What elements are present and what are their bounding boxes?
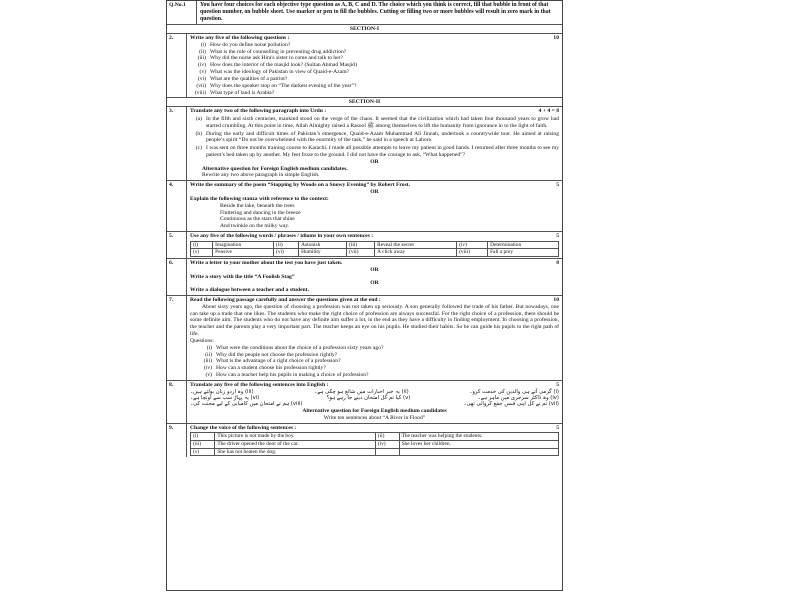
item-text: How can a student choose his profession rightly? bbox=[216, 365, 326, 372]
q6-number: 6. bbox=[167, 259, 187, 295]
q1-number: Q.No.1 bbox=[167, 1, 197, 24]
list-item bbox=[196, 365, 559, 372]
q8-alt-text: Write ten sentences about “A River in Flood” bbox=[323, 414, 426, 421]
cell-text: She has not beaten the dog. bbox=[215, 448, 376, 456]
q9-title: Change the voice of the following sentences : bbox=[190, 424, 297, 431]
q8-body bbox=[187, 381, 562, 423]
sentence-text: وہ اردو زبان بولتے ہیں۔ bbox=[190, 388, 244, 395]
item-number: (iv) bbox=[203, 365, 212, 372]
cell-text: She loves her children. bbox=[399, 440, 558, 448]
q7-body bbox=[187, 296, 562, 380]
cell-text: The teacher was helping the students. bbox=[399, 433, 558, 441]
q6-marks: 8 bbox=[556, 259, 559, 266]
sentence-number: (iii) bbox=[244, 388, 254, 395]
list-item bbox=[190, 69, 559, 76]
item-number: (v) bbox=[199, 69, 206, 76]
sentence-text: وہ ڈاکٹر سرجری میں ماہر ہے۔ bbox=[477, 395, 549, 402]
item-text: What are the qualities of a patriot? bbox=[210, 75, 288, 82]
list-item bbox=[190, 42, 559, 49]
paragraph-label: (b) bbox=[195, 130, 202, 137]
q9-sentence-table bbox=[190, 432, 559, 456]
sentence-number: (viii) bbox=[290, 401, 303, 408]
stanza-line: Fluttering and dancing in the breeze bbox=[220, 209, 301, 216]
q5-number: 5. bbox=[167, 232, 187, 258]
q6-row bbox=[167, 259, 562, 296]
q8-marks: 5 bbox=[556, 381, 559, 388]
cell-number: (vi) bbox=[274, 249, 299, 257]
cell-number: (iv) bbox=[457, 241, 488, 249]
q1-row bbox=[167, 1, 562, 25]
cell-number: (iii) bbox=[191, 440, 215, 448]
paragraph bbox=[190, 145, 559, 159]
q9-body bbox=[187, 424, 562, 458]
section-1-heading: SECTION-I bbox=[167, 25, 562, 34]
paragraph-text: I was sent on three months training course to Karachi. I made all possible attempts to leave my patient in good hands. I returned after three months to see my patient’s bed taken up by another. My feet froze to the ground. I did not have the courage to ask, “What happened”? bbox=[206, 145, 559, 158]
paragraph-label: (c) bbox=[195, 145, 202, 152]
cell-number: (v) bbox=[191, 448, 215, 456]
item-number: (ii) bbox=[205, 351, 212, 358]
q3-body bbox=[187, 107, 562, 180]
paragraph-text: In the fifth and sixth centuries, mankind stood on the verge of the chaos. It seemed that the civilization which had taken four thousand years to grow had started crumbling. At this point in time, Allah Almighty raised a Rasool ﷺ among themselves to lift the humanity from ignorance in to the light of faith. bbox=[206, 115, 559, 129]
sentence-number: (i) bbox=[553, 388, 559, 395]
q3-number: 3. bbox=[167, 107, 187, 180]
q6-or-2: OR bbox=[370, 280, 379, 287]
q3-marks: 4 + 4 = 8 bbox=[538, 108, 559, 115]
exam-paper bbox=[166, 0, 563, 591]
q6-or-1: OR bbox=[370, 266, 379, 273]
item-number: (i) bbox=[200, 41, 206, 48]
q4-or: OR bbox=[370, 189, 379, 196]
q5-body bbox=[187, 232, 562, 258]
item-number: (iii) bbox=[197, 55, 206, 62]
cell-text: This picture is not made by the boy. bbox=[215, 433, 376, 441]
q6-title: Write a letter to your mother about the test you have just taken. bbox=[190, 259, 343, 266]
item-number: (vi) bbox=[197, 75, 206, 82]
sentence-text: یہ پہاڑ سب سے اونچا ہے۔ bbox=[190, 395, 249, 402]
stanza-line: Beside the lake, beneath the trees bbox=[220, 202, 295, 209]
q7-number: 7. bbox=[167, 296, 187, 380]
q6-story: Write a story with the title “A Foolish Stag” bbox=[190, 273, 295, 280]
q3-title: Translate any two of the following paragraph into Urdu : bbox=[190, 108, 327, 115]
cell-text: Imagination bbox=[213, 241, 274, 249]
list-item bbox=[190, 76, 559, 83]
sentence-number: (v) bbox=[403, 395, 411, 402]
cell-number: (i) bbox=[191, 433, 215, 441]
q2-title: Write any five of the following questions : bbox=[190, 35, 290, 41]
paragraph bbox=[190, 116, 559, 130]
paragraph-text: During the early and difficult times of Pakistan’s emergence, Quaid-e-Azam Muhammad Ali Jinnah, undertook a countrywide tour. He aimed at raising people’s spirit “Do not be overwhelmed with the enormity of the task,” he said in a speech at Lahore. bbox=[206, 130, 559, 144]
item-text: What is the advantage of a right choice of a profession? bbox=[216, 358, 341, 365]
sentence-text: تم نے کل اپنی فیس جمع کروائی تھی۔ bbox=[463, 401, 548, 408]
q7-title: Read the following passage carefully and answer the questions given at the end : bbox=[190, 297, 381, 303]
q8-row bbox=[167, 381, 562, 424]
q6-body bbox=[187, 259, 562, 295]
q8-number: 8. bbox=[167, 381, 187, 423]
cell-number: (iv) bbox=[375, 440, 399, 448]
q7-row bbox=[167, 296, 562, 381]
q2-marks: 10 bbox=[553, 35, 559, 41]
cell-number: (v) bbox=[191, 249, 213, 257]
cell-text: Fall a prey bbox=[488, 249, 559, 257]
item-text: Why did the nurse ask Hira's sister to come and talk to her? bbox=[210, 55, 344, 62]
q2-body bbox=[187, 34, 562, 97]
item-text: How does the interior of the masjid look? (Sultan Ahmad Masjid) bbox=[210, 62, 357, 69]
q2-list bbox=[190, 42, 559, 97]
section-2-heading: SECTION-II bbox=[167, 98, 562, 107]
q4-number: 4. bbox=[167, 181, 187, 231]
sentence-text: گرمی آتے ہی والدین کی خدمت کرو۔ bbox=[469, 388, 552, 395]
list-item bbox=[196, 372, 559, 379]
cell-text: Pensive bbox=[213, 249, 274, 257]
q7-passage: About sixty years ago, the question of choosing a profession was not taken up seriously. A son generally followed the trade of his father. But nowadays, one can take up a trade that one likes. The students who make the right choice of profession are always successful. For the right choice of a profession, there should be some definite aim. The students who do not have any definite aim suffer a lot, in the end as they have a difficulty in finding employment. In choosing a profession, the teacher and the parents play a very important part. The teacher keeps an eye on his pupils. He studied their habits. So he can guide his pupils to the right path of life. bbox=[190, 303, 559, 338]
item-number: (vii) bbox=[196, 82, 206, 89]
cell-number: (iii) bbox=[347, 241, 375, 249]
table-row bbox=[191, 448, 559, 456]
q8-urdu-sentences bbox=[190, 389, 559, 408]
sentence-number: (iv) bbox=[550, 395, 559, 402]
q8-title: Translate any five of the following sentences into English : bbox=[190, 381, 329, 388]
cell-text: A click away bbox=[375, 249, 457, 257]
item-number: (i) bbox=[206, 344, 212, 351]
cell-text: Astonish bbox=[299, 241, 347, 249]
item-text: What were the conditions about the choice of a profession sixty years ago? bbox=[216, 344, 384, 351]
cell-text bbox=[399, 448, 558, 456]
q2-row bbox=[167, 34, 562, 98]
q7-questions bbox=[196, 345, 559, 379]
cell-text: Determination bbox=[488, 241, 559, 249]
item-number: (ii) bbox=[199, 48, 206, 55]
q9-row bbox=[167, 424, 562, 458]
q3-alt-text: Rewrite any two above paragraph in simple English. bbox=[202, 172, 320, 179]
q3-or: OR bbox=[370, 158, 379, 165]
item-text: How can a teacher help his pupils in making a choice of profession? bbox=[216, 371, 369, 378]
q2-number: 2. bbox=[167, 34, 187, 97]
stanza-line: And twinkle on the milky way. bbox=[220, 223, 290, 230]
cell-text: Reveal the secret bbox=[375, 241, 457, 249]
q4-body bbox=[187, 181, 562, 231]
item-number: (iv) bbox=[197, 62, 206, 69]
q5-word-table bbox=[190, 241, 559, 257]
q4-title: Write the summary of the poem “Stopping by Woods on a Snowy Evening” by Robert Frost. bbox=[190, 182, 411, 189]
list-item bbox=[190, 49, 559, 56]
cell-number: (i) bbox=[191, 241, 213, 249]
list-item bbox=[190, 90, 559, 97]
sentence-number: (vii) bbox=[548, 401, 559, 408]
item-number: (iii) bbox=[203, 358, 212, 365]
paragraph-label: (a) bbox=[195, 115, 202, 122]
q4-stanza bbox=[220, 203, 559, 230]
q3-row bbox=[167, 107, 562, 181]
item-text: Why does the speaker stop on “The darkest evening of the year”? bbox=[210, 82, 357, 89]
cell-number: (ii) bbox=[274, 241, 299, 249]
q4-row bbox=[167, 181, 562, 232]
item-text: What type of land is Arabia? bbox=[210, 89, 275, 96]
item-number: (v) bbox=[205, 371, 212, 378]
cell-text: Humility bbox=[299, 249, 347, 257]
sentence-number: (ii) bbox=[401, 388, 409, 395]
q4-alt-title: Explain the following stanza with reference to the context: bbox=[190, 195, 329, 202]
item-text: What was the ideology of Pakistan in view of Quaid-e-Azam? bbox=[210, 69, 350, 76]
q9-marks: 5 bbox=[556, 424, 559, 431]
urdu-sentence bbox=[463, 401, 559, 407]
sentence-text: ہم نے امتحان میں کامیابی کے لیے محنت کی۔ bbox=[190, 401, 290, 408]
q1-instruction: You have four choices for each objective type question as A, B, C and D. The choice which you think is correct, fill that bubble in front of that question number, on bubble sheet. Use marker or pen to fill the bubbles. Cutting or filling two or more bubbles will result in zero mark in that question. bbox=[200, 2, 551, 23]
q6-dialogue: Write a dialogue between a teacher and a student. bbox=[190, 287, 309, 294]
q3-alt-title: Alternative question for Foreign English medium candidates. bbox=[202, 165, 348, 172]
stanza-line: Continuous as the stars that shine bbox=[220, 216, 295, 223]
cell-text: The driver opened the door of the car. bbox=[215, 440, 376, 448]
cell-number: (vii) bbox=[347, 249, 375, 257]
q4-marks: 5 bbox=[556, 182, 559, 189]
q5-marks: 5 bbox=[556, 232, 559, 239]
q5-row bbox=[167, 232, 562, 259]
urdu-sentence bbox=[327, 395, 411, 401]
table-row bbox=[191, 241, 559, 249]
cell-number: (ii) bbox=[375, 433, 399, 441]
table-row bbox=[191, 249, 559, 257]
q9-number: 9. bbox=[167, 424, 187, 458]
sentence-number: (vi) bbox=[250, 395, 260, 402]
q5-title: Use any five of the following words / phrases / idioms in your own sentences : bbox=[190, 232, 374, 239]
q3-paragraphs bbox=[190, 116, 559, 159]
table-row bbox=[191, 440, 559, 448]
item-text: How do you define noise pollution? bbox=[210, 41, 291, 48]
sentence-text: یہ خبر اخبارات میں شائع ہو چکی ہے۔ bbox=[314, 388, 400, 395]
table-row bbox=[191, 433, 559, 441]
cell-number bbox=[375, 448, 399, 456]
list-item bbox=[190, 83, 559, 90]
item-number: (viii) bbox=[194, 89, 206, 96]
paragraph bbox=[190, 131, 559, 145]
q7-questions-label: Questions: bbox=[190, 337, 214, 344]
sentence-text: کیا تم کل امتحان دینے جا رہے ہو؟ bbox=[326, 395, 402, 402]
list-item bbox=[196, 345, 559, 352]
item-text: What is the role of counselling in preventing drug addiction? bbox=[210, 48, 347, 55]
urdu-sentence bbox=[190, 401, 303, 407]
cell-number: (viii) bbox=[457, 249, 488, 257]
q8-alt-title: Alternative question for Foreign English medium candidates bbox=[302, 407, 447, 414]
item-text: Why did the people not choose the profession rightly? bbox=[216, 351, 338, 358]
q7-marks: 10 bbox=[553, 297, 559, 303]
